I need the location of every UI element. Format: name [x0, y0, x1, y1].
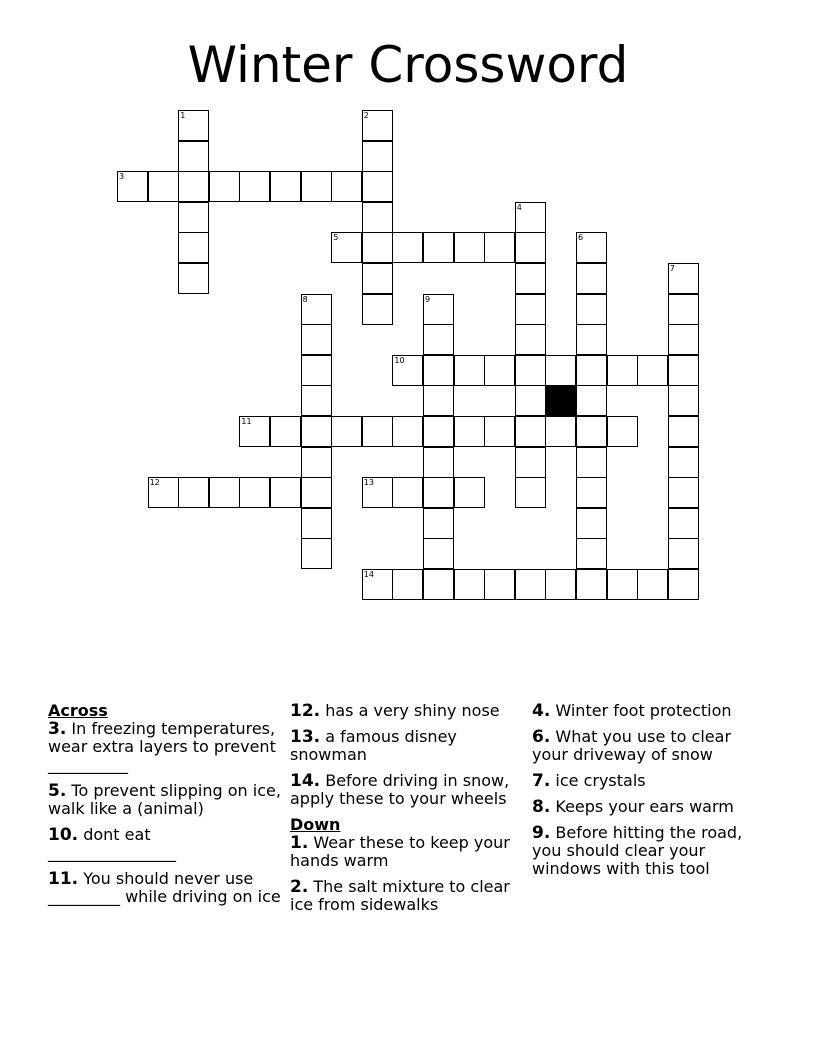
grid-cell[interactable] [301, 508, 332, 539]
cell-number: 12 [149, 478, 160, 488]
grid-cell[interactable] [668, 447, 699, 478]
grid-cell[interactable] [392, 416, 423, 447]
grid-cell[interactable] [576, 263, 607, 294]
grid-cell[interactable] [607, 416, 638, 447]
cell-number: 4 [516, 202, 522, 212]
grid-cell[interactable] [607, 569, 638, 600]
grid-cell[interactable] [668, 355, 699, 386]
grid-cell[interactable] [178, 110, 209, 141]
grid-cell[interactable] [362, 569, 393, 600]
cell-number: 13 [363, 478, 374, 488]
clue-across-10: 10. dont eat ________________ [48, 825, 176, 862]
grid-cell[interactable] [362, 110, 393, 141]
grid-cell[interactable] [576, 569, 607, 600]
grid-cell[interactable] [301, 294, 332, 325]
clue-across-3: 3. In freezing temperatures, wear extra layers to prevent __________ [48, 719, 276, 774]
grid-cell[interactable] [392, 569, 423, 600]
grid-cell[interactable] [178, 141, 209, 172]
clue-down-9: 9. Before hitting the road, you should clear your windows with this tool [532, 823, 743, 878]
grid-cell[interactable] [454, 355, 485, 386]
grid-cell[interactable] [423, 385, 454, 416]
grid-cell[interactable] [362, 141, 393, 172]
clue-down-2: 2. The salt mixture to clear ice from sidewalks [290, 877, 510, 914]
grid-cell[interactable] [178, 232, 209, 263]
cell-number: 5 [333, 233, 339, 243]
cell-number: 10 [394, 355, 405, 365]
across-heading: Across [48, 701, 108, 720]
grid-cell[interactable] [117, 171, 148, 202]
grid-cell[interactable] [270, 416, 301, 447]
answer-blank: __________ [48, 755, 128, 774]
grid-cell[interactable] [454, 477, 485, 508]
grid-cell[interactable] [607, 355, 638, 386]
grid-cell[interactable] [545, 569, 576, 600]
grid-cell[interactable] [178, 263, 209, 294]
grid-cell[interactable] [637, 569, 668, 600]
down-heading: Down [290, 815, 341, 834]
clue-column-2 [290, 702, 520, 922]
answer-blank: ________________ [48, 843, 176, 862]
grid-cell[interactable] [239, 477, 270, 508]
grid-cell[interactable] [301, 477, 332, 508]
cell-number: 14 [363, 570, 374, 579]
grid-cell[interactable] [301, 171, 332, 202]
answer-blank: _________ [48, 887, 120, 906]
grid-cell[interactable] [362, 263, 393, 294]
grid-cell[interactable] [301, 538, 332, 569]
grid-cell[interactable] [515, 263, 546, 294]
grid-cell[interactable] [301, 355, 332, 386]
grid-cell[interactable] [576, 416, 607, 447]
grid-cell[interactable] [423, 538, 454, 569]
grid-cell[interactable] [178, 477, 209, 508]
clue-column-3 [532, 702, 772, 886]
clue-down-4: 4. Winter foot protection [532, 701, 732, 721]
grid-cell[interactable] [576, 355, 607, 386]
grid-cell[interactable] [362, 477, 393, 508]
grid-cell[interactable] [484, 232, 515, 263]
grid-cell[interactable] [239, 171, 270, 202]
grid-cell[interactable] [423, 294, 454, 325]
clue-across-14: 14. Before driving in snow, apply these to your wheels [290, 771, 510, 808]
cell-number: 1 [180, 111, 186, 120]
grid-cell[interactable] [331, 416, 362, 447]
grid-cell[interactable] [178, 202, 209, 233]
clue-down-7: 7. ice crystals [532, 771, 646, 791]
clue-down-1: 1. Wear these to keep your hands warm [290, 833, 510, 870]
grid-cell[interactable] [392, 477, 423, 508]
grid-cell[interactable] [423, 355, 454, 386]
black-cell [545, 385, 576, 416]
grid-cell[interactable] [392, 355, 423, 386]
grid-cell[interactable] [423, 508, 454, 539]
clue-across-13: 13. a famous disney snowman [290, 727, 457, 764]
grid-cell[interactable] [576, 294, 607, 325]
clue-down-8: 8. Keeps your ears warm [532, 797, 734, 817]
grid-cell[interactable] [668, 294, 699, 325]
grid-cell[interactable] [668, 385, 699, 416]
grid-cell[interactable] [423, 477, 454, 508]
grid-cell[interactable] [668, 416, 699, 447]
clue-across-12: 12. has a very shiny nose [290, 701, 500, 721]
grid-cell[interactable] [301, 324, 332, 355]
grid-cell[interactable] [576, 477, 607, 508]
grid-cell[interactable] [576, 538, 607, 569]
grid-cell[interactable] [178, 171, 209, 202]
grid-cell[interactable] [301, 416, 332, 447]
grid-cell[interactable] [454, 569, 485, 600]
grid-cell[interactable] [668, 477, 699, 508]
grid-cell[interactable] [209, 477, 240, 508]
clue-column-1 [48, 702, 283, 914]
grid-cell[interactable] [515, 385, 546, 416]
grid-cell[interactable] [515, 569, 546, 600]
grid-cell[interactable] [423, 232, 454, 263]
clue-across-5: 5. To prevent slipping on ice, walk like a (animal) [48, 781, 281, 818]
grid-cell[interactable] [270, 171, 301, 202]
grid-cell[interactable] [301, 385, 332, 416]
grid-cell[interactable] [668, 508, 699, 539]
grid-cell[interactable] [454, 416, 485, 447]
grid-cell[interactable] [362, 202, 393, 233]
grid-cell[interactable] [515, 477, 546, 508]
grid-cell[interactable] [576, 232, 607, 263]
grid-cell[interactable] [668, 569, 699, 600]
page-title: Winter Crossword [187, 36, 629, 94]
grid-cell[interactable] [515, 202, 546, 233]
cell-number: 11 [241, 417, 252, 426]
grid-cell[interactable] [301, 447, 332, 478]
grid-cell[interactable] [423, 569, 454, 600]
grid-cell[interactable] [637, 355, 668, 386]
grid-cell[interactable] [239, 416, 270, 447]
grid-cell[interactable] [668, 324, 699, 355]
grid-cell[interactable] [515, 294, 546, 325]
grid-cell[interactable] [484, 355, 515, 386]
cell-number: 9 [425, 294, 431, 304]
grid-cell[interactable] [545, 416, 576, 447]
grid-cell[interactable] [454, 232, 485, 263]
clue-across-11: 11. You should never use _________ while driving on ice [48, 869, 281, 906]
clue-down-6: 6. What you use to clear your driveway of snow [532, 727, 732, 764]
grid-cell[interactable] [515, 416, 546, 447]
grid-cell[interactable] [515, 232, 546, 263]
cell-number: 3 [119, 172, 125, 182]
grid-cell[interactable] [270, 477, 301, 508]
cell-number: 2 [363, 111, 369, 120]
grid-cell[interactable] [148, 477, 179, 508]
grid-cell[interactable] [484, 569, 515, 600]
grid-cell[interactable] [209, 171, 240, 202]
grid-cell[interactable] [576, 508, 607, 539]
grid-cell[interactable] [362, 171, 393, 202]
grid-cell[interactable] [484, 416, 515, 447]
grid-cell[interactable] [362, 294, 393, 325]
grid-cell[interactable] [576, 447, 607, 478]
cell-number: 6 [578, 233, 584, 243]
grid-cell[interactable] [423, 447, 454, 478]
grid-cell[interactable] [148, 171, 179, 202]
grid-cell[interactable] [362, 232, 393, 263]
grid-cell[interactable] [515, 324, 546, 355]
grid-cell[interactable] [331, 171, 362, 202]
cell-number: 8 [302, 294, 308, 304]
grid-cell[interactable] [576, 324, 607, 355]
grid-cell[interactable] [392, 232, 423, 263]
grid-cell[interactable] [331, 232, 362, 263]
grid-cell[interactable] [545, 355, 576, 386]
grid-cell[interactable] [668, 263, 699, 294]
grid-cell[interactable] [362, 416, 393, 447]
grid-cell[interactable] [423, 416, 454, 447]
cell-number: 7 [669, 264, 675, 273]
grid-cell[interactable] [576, 385, 607, 416]
grid-cell[interactable] [515, 447, 546, 478]
grid-cell[interactable] [668, 538, 699, 569]
grid-cell[interactable] [515, 355, 546, 386]
grid-cell[interactable] [423, 324, 454, 355]
